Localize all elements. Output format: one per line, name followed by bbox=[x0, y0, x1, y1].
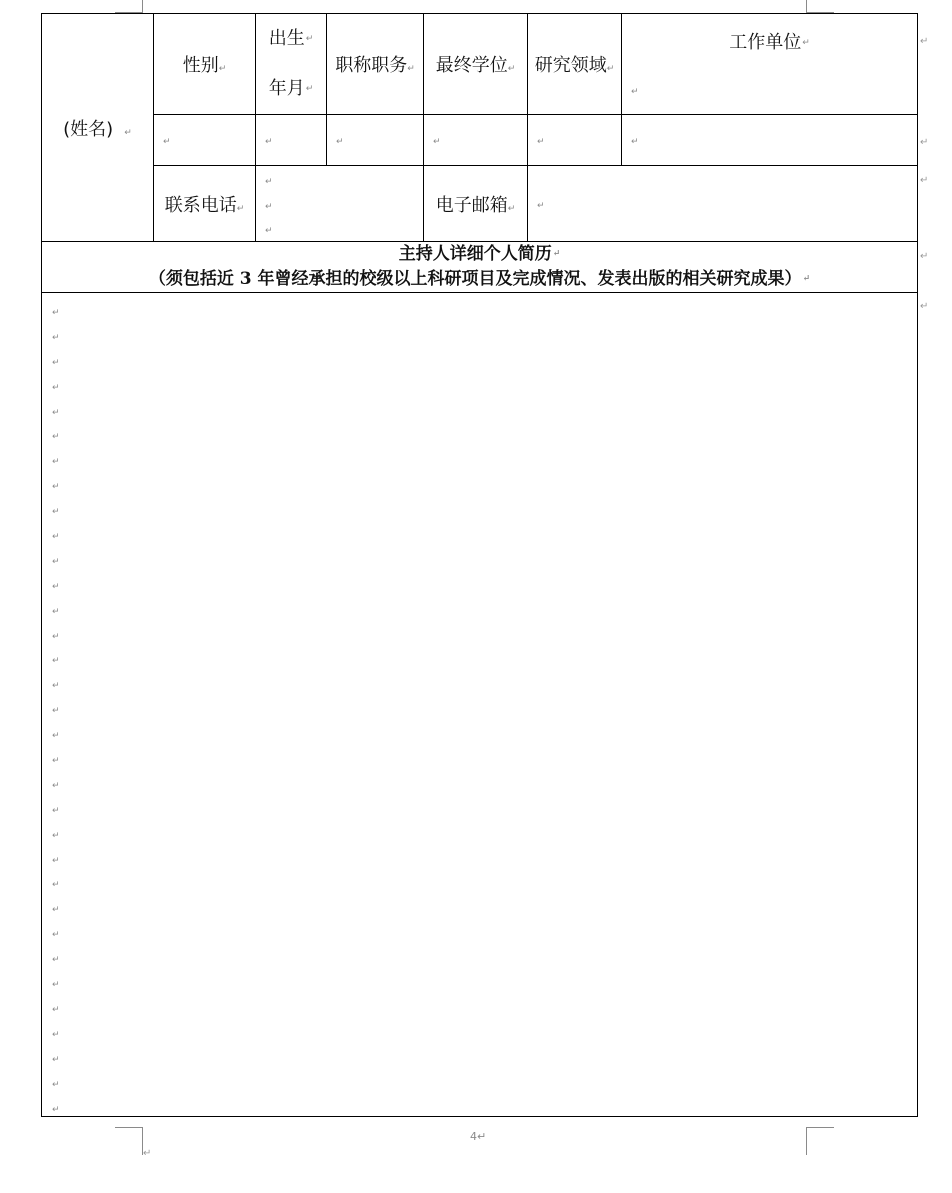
paragraph-mark: ↵ bbox=[802, 274, 811, 284]
empty-paragraph-line: ↵ bbox=[52, 631, 60, 642]
empty-paragraph-line: ↵ bbox=[52, 457, 60, 468]
birth-label-line2: 年月 bbox=[268, 78, 305, 99]
empty-paragraph-line: ↵ bbox=[52, 382, 60, 393]
birth-input-cell[interactable] bbox=[256, 115, 327, 166]
work-unit-label: 工作单位 bbox=[729, 32, 802, 53]
final-degree-label: 最终学位 bbox=[435, 55, 508, 76]
empty-paragraph-line: ↵ bbox=[52, 880, 60, 891]
paragraph-mark: ↵ bbox=[802, 38, 810, 48]
research-field-label: 研究领域 bbox=[534, 55, 607, 76]
paragraph-mark: ↵ bbox=[236, 203, 245, 214]
applicant-info-table bbox=[41, 13, 918, 1117]
phone-label-cell bbox=[154, 166, 256, 242]
empty-paragraph-line: ↵ bbox=[52, 756, 60, 767]
page-number bbox=[470, 1131, 486, 1142]
birth-header bbox=[256, 14, 327, 115]
paragraph-mark: ↵ bbox=[477, 1130, 487, 1143]
paragraph-mark: ↵ bbox=[507, 64, 516, 74]
row-end-mark: ↵ bbox=[920, 36, 929, 47]
paragraph-mark: ↵ bbox=[433, 137, 441, 147]
work-unit-input-cell[interactable] bbox=[622, 115, 918, 166]
paragraph-mark: ↵ bbox=[265, 202, 273, 212]
empty-paragraph-line: ↵ bbox=[52, 606, 60, 617]
paragraph-mark: ↵ bbox=[552, 249, 561, 259]
empty-paragraph-line: ↵ bbox=[52, 980, 60, 991]
empty-paragraph-line: ↵ bbox=[52, 780, 60, 791]
paragraph-mark: ↵ bbox=[218, 64, 227, 74]
empty-paragraph-line: ↵ bbox=[52, 432, 60, 443]
name-label: (姓名) bbox=[63, 118, 114, 140]
empty-paragraph-line: ↵ bbox=[52, 332, 60, 343]
resume-content-lines bbox=[52, 301, 60, 1122]
empty-paragraph-line: ↵ bbox=[52, 407, 60, 418]
crop-mark-bottom-right bbox=[806, 1127, 834, 1128]
paragraph-mark: ↵ bbox=[265, 226, 273, 236]
research-field-input-cell[interactable] bbox=[528, 115, 622, 166]
paragraph-mark: ↵ bbox=[305, 84, 314, 94]
page-number-value: 4 bbox=[470, 1130, 477, 1143]
paragraph-mark: ↵ bbox=[537, 137, 545, 147]
paragraph-mark: ↵ bbox=[537, 201, 545, 211]
crop-mark-bottom-left bbox=[115, 1127, 143, 1128]
birth-label-line1: 出生 bbox=[268, 28, 305, 49]
email-label: 电子邮箱 bbox=[435, 194, 508, 216]
title-position-input-cell[interactable] bbox=[327, 115, 424, 166]
crop-mark-top-right-v bbox=[806, 0, 807, 12]
empty-paragraph-line: ↵ bbox=[52, 532, 60, 543]
empty-paragraph-line: ↵ bbox=[52, 1079, 60, 1090]
footer-paragraph-mark: ↵ bbox=[143, 1148, 152, 1159]
paragraph-mark: ↵ bbox=[124, 127, 132, 138]
paragraph-mark: ↵ bbox=[305, 34, 314, 44]
paragraph-mark: ↵ bbox=[407, 64, 415, 74]
resume-title: 主持人详细个人简历 bbox=[398, 244, 552, 264]
empty-paragraph-line: ↵ bbox=[52, 855, 60, 866]
paragraph-mark: ↵ bbox=[336, 137, 344, 147]
empty-paragraph-line: ↵ bbox=[52, 706, 60, 717]
row-end-mark: ↵ bbox=[920, 301, 929, 312]
gender-header bbox=[154, 14, 256, 115]
paragraph-mark: ↵ bbox=[265, 177, 273, 187]
resume-subtitle: （须包括近 3 年曾经承担的校级以上科研项目及完成情况、发表出版的相关研究成果） bbox=[148, 269, 802, 289]
row-end-mark: ↵ bbox=[920, 251, 929, 262]
empty-paragraph-line: ↵ bbox=[52, 1054, 60, 1065]
empty-paragraph-line: ↵ bbox=[52, 1104, 60, 1115]
final-degree-input-cell[interactable] bbox=[424, 115, 528, 166]
empty-paragraph-line: ↵ bbox=[52, 830, 60, 841]
gender-input-cell[interactable] bbox=[154, 115, 256, 166]
empty-paragraph-line: ↵ bbox=[52, 581, 60, 592]
paragraph-mark: ↵ bbox=[606, 64, 615, 74]
crop-mark-bottom-right-v bbox=[806, 1127, 807, 1155]
empty-paragraph-line: ↵ bbox=[52, 482, 60, 493]
empty-paragraph-line: ↵ bbox=[52, 308, 60, 318]
empty-paragraph-line: ↵ bbox=[52, 507, 60, 518]
title-position-label: 职称职务 bbox=[335, 55, 408, 76]
empty-paragraph-line: ↵ bbox=[52, 905, 60, 916]
empty-paragraph-line: ↵ bbox=[52, 930, 60, 941]
gender-label: 性别 bbox=[182, 55, 219, 76]
row-end-mark: ↵ bbox=[920, 137, 929, 148]
email-input-cell[interactable] bbox=[528, 166, 918, 242]
resume-content-area[interactable] bbox=[42, 293, 918, 1117]
empty-paragraph-line: ↵ bbox=[52, 731, 60, 742]
empty-paragraph-line: ↵ bbox=[52, 357, 60, 368]
final-degree-header bbox=[424, 14, 528, 115]
name-cell[interactable] bbox=[42, 14, 154, 242]
paragraph-mark: ↵ bbox=[265, 137, 273, 147]
empty-paragraph-line: ↵ bbox=[52, 556, 60, 567]
resume-heading-cell bbox=[42, 242, 918, 293]
empty-paragraph-line: ↵ bbox=[52, 955, 60, 966]
email-label-cell bbox=[424, 166, 528, 242]
paragraph-mark: ↵ bbox=[507, 203, 516, 214]
empty-paragraph-line: ↵ bbox=[52, 805, 60, 816]
crop-mark-top-left-v bbox=[142, 0, 143, 12]
work-unit-header bbox=[622, 14, 918, 115]
empty-paragraph-line: ↵ bbox=[52, 1004, 60, 1015]
empty-paragraph-line: ↵ bbox=[52, 656, 60, 667]
empty-paragraph-line: ↵ bbox=[52, 681, 60, 692]
row-end-mark: ↵ bbox=[920, 175, 929, 186]
phone-label: 联系电话 bbox=[164, 194, 237, 216]
empty-paragraph-line: ↵ bbox=[52, 1029, 60, 1040]
paragraph-mark: ↵ bbox=[631, 137, 639, 147]
research-field-header bbox=[528, 14, 622, 115]
paragraph-mark: ↵ bbox=[163, 137, 171, 147]
phone-input-cell[interactable] bbox=[256, 166, 424, 242]
title-position-header bbox=[327, 14, 424, 115]
paragraph-mark: ↵ bbox=[631, 87, 639, 97]
